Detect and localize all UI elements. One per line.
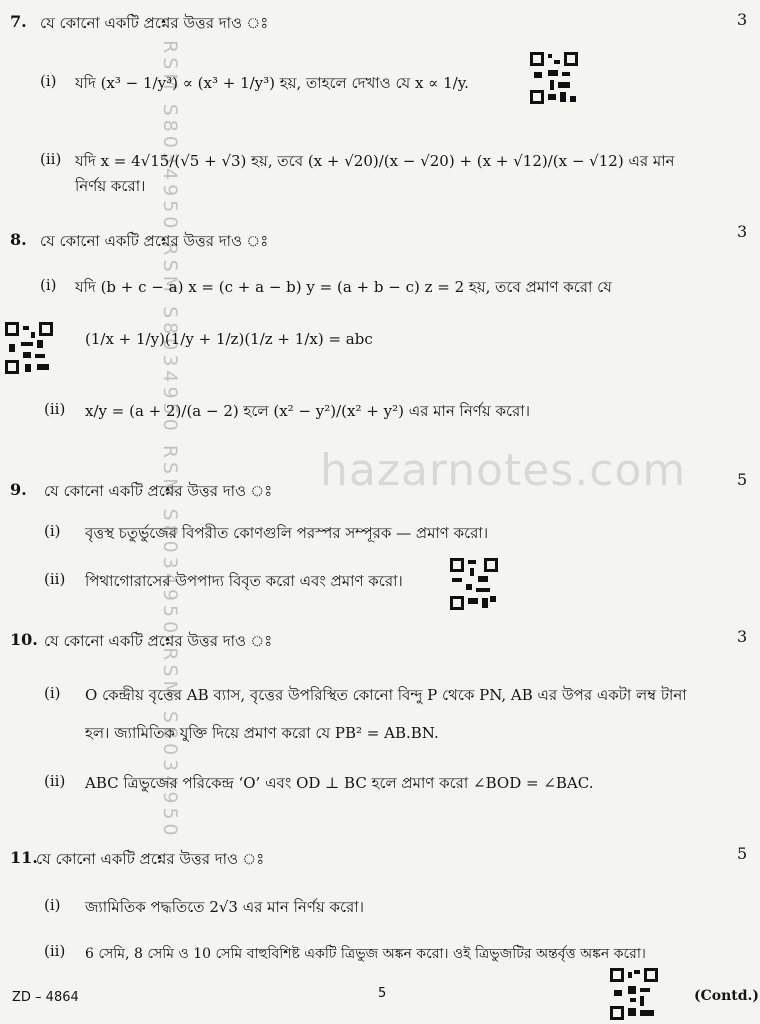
question-11-prompt: যে কোনো একটি প্রশ্নের উত্তর দাও ঃ — [36, 850, 265, 868]
question-9-number: 9. — [10, 480, 27, 499]
question-9-prompt: যে কোনো একটি প্রশ্নের উত্তর দাও ঃ — [44, 482, 273, 500]
question-8-prompt: যে কোনো একটি প্রশ্নের উত্তর দাও ঃ — [40, 232, 269, 250]
question-8-part-i-text: যদি (b + c − a) x = (c + a − b) y = (a + b − c) z = 2 হয়, তবে প্রমাণ করো যে — [75, 278, 612, 296]
qr-code-icon — [530, 52, 578, 104]
question-8-part-i-equation: (1/x + 1/y)(1/y + 1/z)(1/z + 1/x) = abc — [85, 330, 373, 348]
qr-code-icon — [610, 968, 658, 1020]
question-10-marks: 3 — [737, 627, 748, 646]
question-9-part-i-text: বৃত্তস্থ চতুর্ভুজের বিপরীত কোণগুলি পরস্পর সম্পূরক — প্রমাণ করো। — [85, 524, 489, 542]
question-11-number: 11. — [10, 848, 38, 867]
question-10-part-ii-text: ABC ত্রিভুজের পরিকেন্দ্র ‘O’ এবং OD ⊥ BC হলে প্রমাণ করো ∠BOD = ∠BAC. — [85, 774, 594, 792]
question-8-part-ii-text: x/y = (a + 2)/(a − 2) হলে (x² − y²)/(x² + y²) এর মান নির্ণয় করো। — [85, 402, 530, 420]
question-9-part-ii-text: পিথাগোরাসের উপপাদ্য বিবৃত করো এবং প্রমাণ করো। — [85, 572, 403, 590]
question-11-part-ii-text: 6 সেমি, 8 সেমি ও 10 সেমি বাহুবিশিষ্ট একটি ত্রিভুজ অঙ্কন করো। ওই ত্রিভুজটির অন্তর্বৃত্ত অঙ্কন করো। — [85, 946, 646, 962]
question-10-part-i-text-cont: হল। জ্যামিতিক যুক্তি দিয়ে প্রমাণ করো যে PB² = AB.BN. — [85, 724, 439, 742]
question-8-part-i-label: (i) — [40, 276, 57, 294]
question-11-part-ii-label: (ii) — [44, 942, 66, 960]
question-10-part-i-text: O কেন্দ্রীয় বৃত্তের AB ব্যাস, বৃত্তের উপরিস্থিত কোনো বিন্দু P থেকে PN, AB এর উপর একটা লম্ব টানা — [85, 686, 687, 704]
page-number: 5 — [378, 986, 387, 1001]
question-11-part-i-text: জ্যামিতিক পদ্ধতিতে 2√3 এর মান নির্ণয় করো। — [85, 898, 364, 916]
question-8-part-ii-label: (ii) — [44, 400, 66, 418]
question-10-part-i-label: (i) — [44, 684, 61, 702]
question-10-number: 10. — [10, 630, 38, 649]
question-10-prompt: যে কোনো একটি প্রশ্নের উত্তর দাও ঃ — [44, 632, 273, 650]
question-7-marks: 3 — [737, 10, 748, 29]
question-7-part-ii-label: (ii) — [40, 150, 62, 168]
vertical-watermark-text: RSM S8034950 RSM S8034950 RSM S8034950 RSM S8034950 — [159, 40, 181, 840]
question-7-prompt: যে কোনো একটি প্রশ্নের উত্তর দাও ঃ — [40, 14, 269, 32]
qr-code-icon — [450, 558, 498, 610]
qr-code-icon — [5, 322, 53, 374]
question-8-marks: 3 — [737, 222, 748, 241]
question-7-part-i-label: (i) — [40, 72, 57, 90]
question-11-part-i-label: (i) — [44, 896, 61, 914]
site-watermark: hazarnotes.com — [320, 445, 687, 496]
paper-code: ZD – 4864 — [12, 990, 79, 1005]
question-8-number: 8. — [10, 230, 27, 249]
continued-label: (Contd.) — [694, 988, 760, 1004]
question-9-part-i-label: (i) — [44, 522, 61, 540]
question-7-part-i-text: যদি (x³ − 1/y³) ∝ (x³ + 1/y³) হয়, তাহলে দেখাও যে x ∝ 1/y. — [75, 74, 469, 92]
question-7-number: 7. — [10, 12, 27, 31]
question-9-marks: 5 — [737, 470, 748, 489]
question-11-marks: 5 — [737, 844, 748, 863]
question-7-part-ii-text: যদি x = 4√15/(√5 + √3) হয়, তবে (x + √20)/(x − √20) + (x + √12)/(x − √12) এর মান নির্ণয় করো। — [75, 152, 675, 195]
question-10-part-ii-label: (ii) — [44, 772, 66, 790]
question-9-part-ii-label: (ii) — [44, 570, 66, 588]
